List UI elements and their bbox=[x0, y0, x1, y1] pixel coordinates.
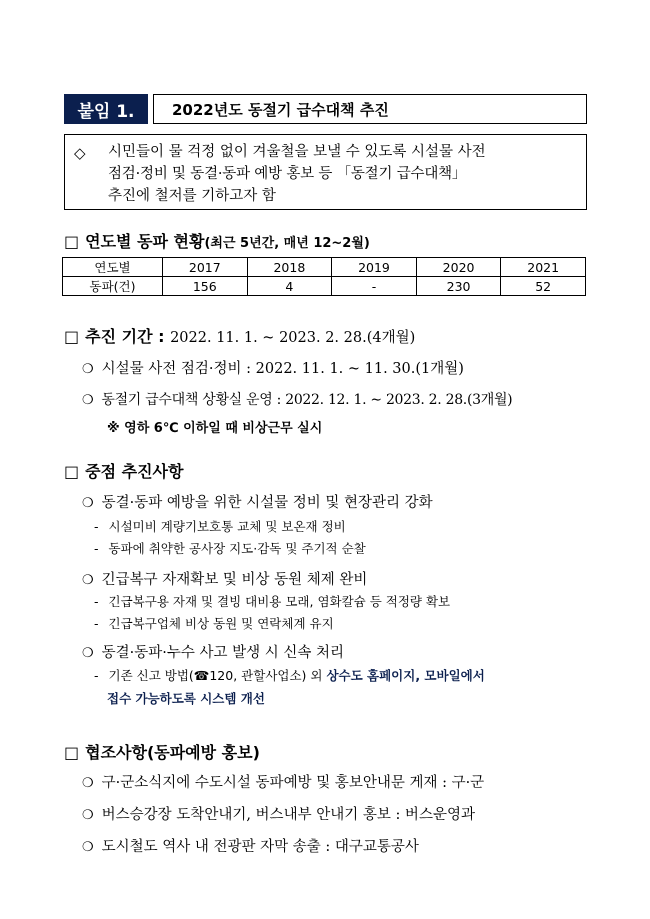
focus-subitem bbox=[94, 539, 366, 557]
section-title: 협조사항(동파예방 홍보) bbox=[85, 743, 260, 762]
intro-line: 추진에 철저를 기하고자 함 bbox=[108, 188, 276, 204]
period-item-text: 시설물 사전 점검·정비 : 2022. 11. 1. ~ 11. 30.(1개월) bbox=[101, 361, 464, 377]
focus-subitem bbox=[94, 592, 450, 610]
period-item-text: 동절기 급수대책 상황실 운영 : 2022. 12. 1. ∼ 2023. 2. 28.(3개월) bbox=[101, 392, 513, 408]
attachment-badge: 붙임 1. bbox=[64, 94, 148, 124]
section-subtitle: (최근 5년간, 매년 12~2월) bbox=[204, 236, 370, 251]
checkbox-square-icon: □ bbox=[64, 232, 80, 251]
table-cell: 2018 bbox=[247, 258, 332, 277]
table-cell: 2019 bbox=[332, 258, 417, 277]
diamond-icon: ◇ bbox=[74, 144, 86, 162]
dash-bullet: - bbox=[94, 668, 99, 683]
dash-bullet: - bbox=[94, 594, 99, 609]
checkbox-square-icon: □ bbox=[64, 743, 80, 762]
focus-item-text: 긴급복구 자재확보 및 비상 동원 체제 완비 bbox=[101, 572, 368, 588]
highlight-text: 접수 가능하도록 시스템 개선 bbox=[107, 691, 265, 706]
focus-subitem-text: 동파에 취약한 공사장 지도·감독 및 주기적 순찰 bbox=[108, 541, 366, 556]
table-cell-header: 연도별 bbox=[63, 258, 163, 277]
coop-item bbox=[82, 771, 484, 792]
circle-bullet-icon: ❍ bbox=[82, 362, 94, 377]
coop-item bbox=[82, 835, 419, 856]
dash-bullet: - bbox=[94, 541, 99, 556]
table-cell-header: 동파(건) bbox=[63, 277, 163, 296]
focus-subitem-text: 긴급복구업체 비상 동원 및 연락체계 유지 bbox=[108, 616, 334, 631]
coop-item-text: 버스승강장 도착안내기, 버스내부 안내기 홍보 : 버스운영과 bbox=[101, 807, 475, 823]
section-heading-stats bbox=[64, 229, 370, 252]
circle-bullet-icon: ❍ bbox=[82, 573, 94, 588]
dash-bullet: - bbox=[94, 519, 99, 534]
section-heading-coop bbox=[64, 740, 260, 763]
dash-bullet: - bbox=[94, 616, 99, 631]
table-cell: - bbox=[332, 277, 417, 296]
period-item bbox=[82, 357, 464, 378]
focus-item-text: 동결·동파 예방을 위한 시설물 정비 및 현장관리 강화 bbox=[101, 495, 433, 511]
coop-item bbox=[82, 803, 475, 824]
period-value: 2022. 11. 1. ~ 2023. 2. 28.(4개월) bbox=[170, 330, 416, 346]
circle-bullet-icon: ❍ bbox=[82, 840, 94, 855]
checkbox-square-icon: □ bbox=[64, 327, 80, 346]
section-heading-period bbox=[64, 324, 415, 347]
table-cell: 52 bbox=[501, 277, 586, 296]
circle-bullet-icon: ❍ bbox=[82, 393, 94, 408]
intro-line: 시민들이 물 걱정 없이 겨울철을 보낼 수 있도록 시설물 사전 bbox=[108, 144, 486, 160]
focus-subitem bbox=[94, 517, 346, 535]
focus-subitem-text: 기존 신고 방법(☎120, 관할사업소) 외 bbox=[108, 668, 327, 683]
table-cell: 2021 bbox=[501, 258, 586, 277]
section-title: 중점 추진사항 bbox=[85, 462, 184, 481]
highlight-text: 상수도 홈페이지, 모바일에서 bbox=[326, 668, 485, 683]
circle-bullet-icon: ❍ bbox=[82, 776, 94, 791]
focus-subitem-text: 시설미비 계량기보호통 교체 및 보온재 정비 bbox=[108, 519, 346, 534]
focus-item bbox=[82, 641, 344, 662]
page-title: 2022년도 동절기 급수대책 추진 bbox=[153, 94, 587, 124]
circle-bullet-icon: ❍ bbox=[82, 646, 94, 661]
focus-item-text: 동결·동파·누수 사고 발생 시 신속 처리 bbox=[101, 645, 345, 661]
section-title: 연도별 동파 현황 bbox=[85, 232, 205, 251]
table-row bbox=[63, 258, 586, 277]
table-cell: 4 bbox=[247, 277, 332, 296]
focus-subitem-text: 긴급복구용 자재 및 결빙 대비용 모래, 염화칼슘 등 적정량 확보 bbox=[108, 594, 451, 609]
period-item bbox=[82, 389, 512, 409]
checkbox-square-icon: □ bbox=[64, 462, 80, 481]
circle-bullet-icon: ❍ bbox=[82, 808, 94, 823]
emergency-note: ※ 영하 6℃ 이하일 때 비상근무 실시 bbox=[107, 421, 323, 436]
section-title: 추진 기간 : bbox=[85, 327, 165, 346]
table-cell: 156 bbox=[163, 277, 248, 296]
intro-text bbox=[108, 141, 578, 207]
table-cell: 2017 bbox=[163, 258, 248, 277]
coop-item-text: 도시철도 역사 내 전광판 자막 송출 : 대구교통공사 bbox=[101, 839, 419, 855]
section-heading-focus bbox=[64, 459, 183, 482]
focus-subitem-continued bbox=[107, 689, 265, 707]
intro-line: 점검·정비 및 동결·동파 예방 홍보 등 「동절기 급수대책」 bbox=[108, 166, 467, 182]
focus-subitem bbox=[94, 666, 485, 684]
freeze-stats-table bbox=[62, 257, 586, 296]
focus-subitem bbox=[94, 614, 334, 632]
focus-item bbox=[82, 491, 433, 512]
circle-bullet-icon: ❍ bbox=[82, 496, 94, 511]
table-cell: 2020 bbox=[416, 258, 501, 277]
table-cell: 230 bbox=[416, 277, 501, 296]
table-row bbox=[63, 277, 586, 296]
coop-item-text: 구·군소식지에 수도시설 동파예방 및 홍보안내문 게재 : 구·군 bbox=[101, 775, 485, 791]
focus-item bbox=[82, 568, 367, 589]
